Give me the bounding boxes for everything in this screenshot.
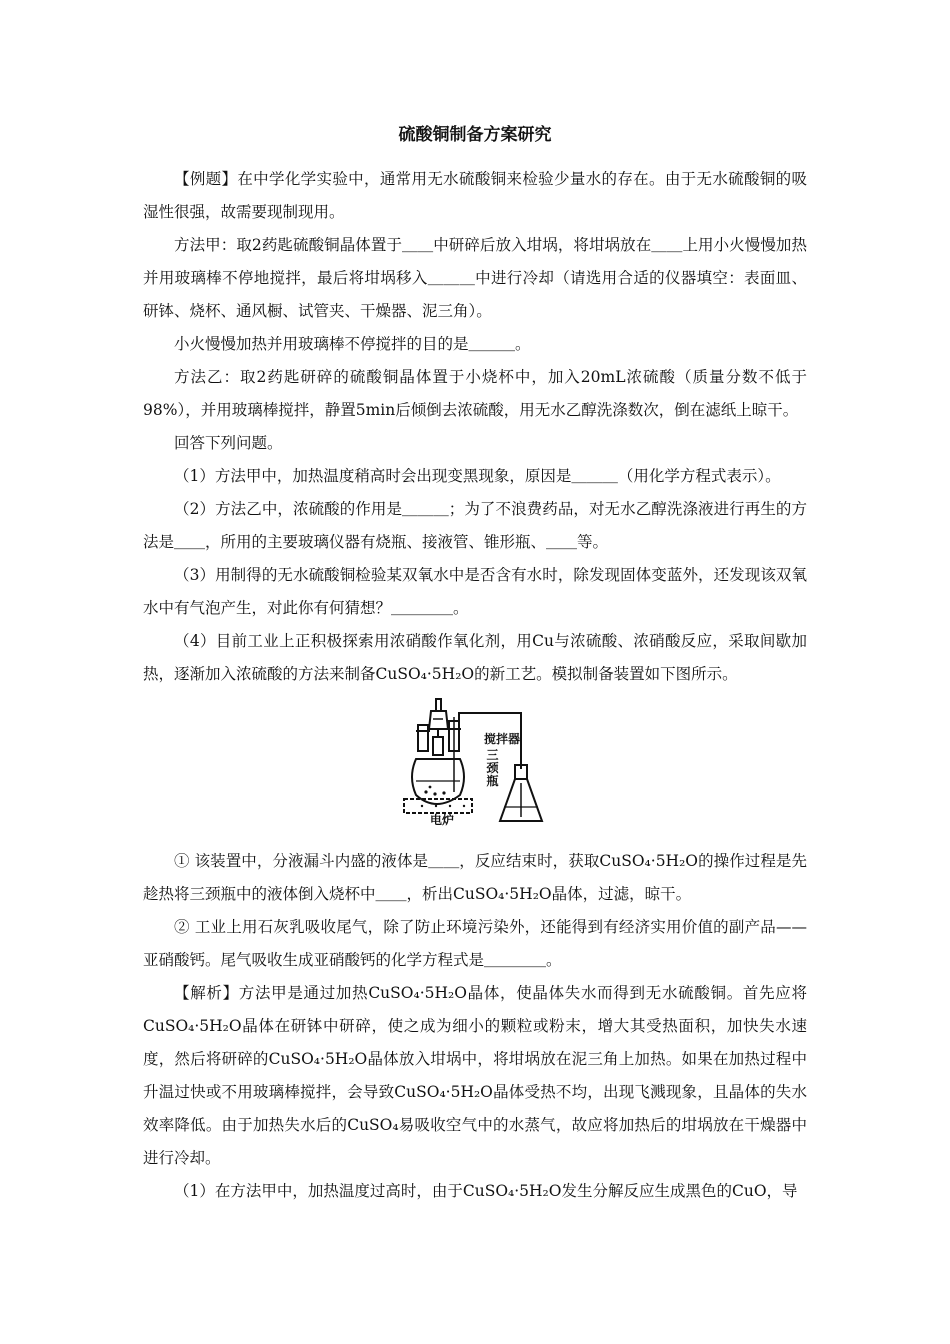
paragraph-analysis-1: （1）在方法甲中，加热温度过高时，由于CuSO₄·5H₂O发生分解反应生成黑色的CuO，导 <box>174 1182 798 1200</box>
paragraph-heating-purpose: 小火慢慢加热并用玻璃棒不停搅拌的目的是＿＿＿。 <box>174 335 531 353</box>
paragraph-method-b: 方法乙：取2药匙研碎的硫酸铜晶体置于小烧杯中，加入20mL浓硫酸（质量分数不低于98%），并用玻璃棒搅拌，静置5min后倾倒去浓硫酸，用无水乙醇洗涤数次，倒在滤纸上晾干。 <box>143 368 807 419</box>
question-1: （1）方法甲中，加热温度稍高时会出现变黑现象，原因是＿＿＿（用化学方程式表示）。 <box>174 467 781 485</box>
label-electric-furnace: 电炉 <box>430 813 455 827</box>
paragraph-method-a: 方法甲：取2药匙硫酸铜晶体置于＿＿中研碎后放入坩埚，将坩埚放在＿＿上用小火慢慢加热并用玻璃棒不停地搅拌，最后将坩埚移入＿＿＿中进行冷却（请选用合适的仪器填空：表面皿、研钵、烧杯、通风橱、试管夹、干燥器、泥三角）。 <box>143 236 807 320</box>
question-4-part-2: ② 工业上用石灰乳吸收尾气，除了防止环境污染外，还能得到有经济实用价值的副产品——亚硝酸钙。尾气吸收生成亚硝酸钙的化学方程式是＿＿＿＿。 <box>143 918 807 969</box>
apparatus-figure <box>143 693 807 839</box>
paragraph-example: 【例题】在中学化学实验中，通常用无水硫酸铜来检验少量水的存在。由于无水硫酸铜的吸湿性很强，故需要现制现用。 <box>143 170 807 221</box>
paragraph-analysis: 【解析】方法甲是通过加热CuSO₄·5H₂O晶体，使晶体失水而得到无水硫酸铜。首先应将CuSO₄·5H₂O晶体在研钵中研碎，使之成为细小的颗粒或粉末，增大其受热面积，加快失水速度，然后将研碎的CuSO₄·5H₂O晶体放入坩埚中，将坩埚放在泥三角上加热。如果在加热过程中升温过快或不用玻璃棒搅拌，会导致CuSO₄·5H₂O晶体受热不均，出现飞溅现象，且晶体的失水效率降低。由于加热失水后的CuSO₄易吸收空气中的水蒸气，故应将加热后的坩埚放在干燥器中进行冷却。 <box>143 984 807 1167</box>
label-three-neck-flask: 三颈瓶 <box>486 748 499 788</box>
label-stirrer: 搅拌器 <box>484 732 521 746</box>
apparatus-diagram <box>402 697 552 835</box>
question-3: （3）用制得的无水硫酸铜检验某双氧水中是否含有水时，除发现固体变蓝外，还发现该双氧水中有气泡产生，对此你有何猜想？＿＿＿＿。 <box>143 566 807 617</box>
question-4: （4）目前工业上正积极探索用浓硝酸作氧化剂，用Cu与浓硫酸、浓硝酸反应，采取间歇加热，逐渐加入浓硫酸的方法来制备CuSO₄·5H₂O的新工艺。模拟制备装置如下图所示。 <box>143 632 807 683</box>
question-4-part-1: ① 该装置中，分液漏斗内盛的液体是＿＿，反应结束时，获取CuSO₄·5H₂O的操作过程是先趁热将三颈瓶中的液体倒入烧杯中＿＿，析出CuSO₄·5H₂O晶体，过滤，晾干。 <box>143 852 807 903</box>
paragraph-answer-intro: 回答下列问题。 <box>174 434 283 452</box>
question-2: （2）方法乙中，浓硫酸的作用是＿＿＿；为了不浪费药品，对无水乙醇洗涤液进行再生的方法是＿＿，所用的主要玻璃仪器有烧瓶、接液管、锥形瓶、＿＿等。 <box>143 500 807 551</box>
document-body <box>143 163 807 1208</box>
page-title: 硫酸铜制备方案研究 <box>398 125 552 145</box>
